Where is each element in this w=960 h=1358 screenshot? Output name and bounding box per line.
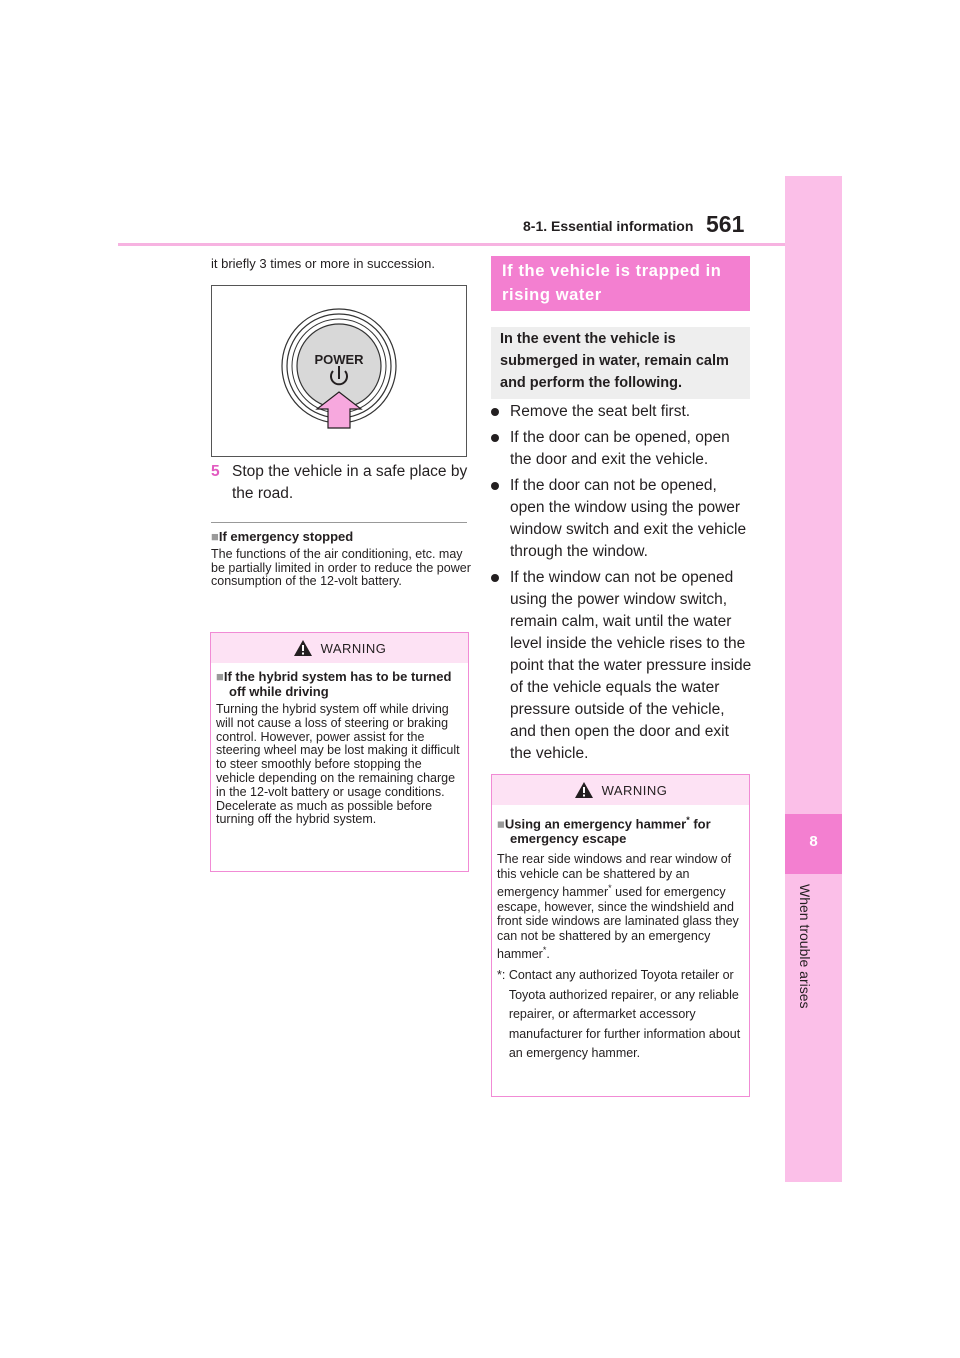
lead-text: it briefly 3 times or more in succession.: [211, 256, 435, 271]
instruction-list: [491, 399, 753, 765]
list-item: Remove the seat belt first.: [491, 401, 753, 423]
warning-header: [492, 775, 749, 805]
note-heading: ■If emergency stopped: [211, 529, 354, 544]
list-item: If the window can not be opened using the power window switch, remain calm, wait until the water level inside the vehicle rises to the point that the water pressure inside of the vehicle equals the water pressure outside of the vehicle, and then open the door and exit the vehicle.: [491, 567, 753, 765]
section-divider: [211, 522, 467, 523]
square-bullet-icon: ■: [497, 816, 505, 832]
warning-triangle-icon: [574, 781, 594, 799]
warning-subheading: ■If the hybrid system has to be turned off while driving: [216, 669, 452, 699]
power-button-figure: [211, 285, 467, 457]
warning-label: WARNING: [601, 782, 668, 798]
intro-box: In the event the vehicle is submerged in water, remain calm and perform the following.: [491, 327, 750, 399]
power-button-illustration: [212, 286, 466, 456]
step-text: Stop the vehicle in a safe place by the road.: [232, 463, 468, 502]
page-number: 561: [706, 211, 745, 237]
square-bullet-icon: ■: [216, 669, 224, 684]
warning-box-hammer: [491, 774, 750, 1097]
chapter-side-tab: [785, 176, 842, 1182]
power-label: POWER: [314, 352, 364, 367]
note-body: The functions of the air conditioning, etc. may be partially limited in order to reduce the power consumption of the 12-volt battery.: [211, 547, 471, 588]
chapter-title: When trouble arises: [797, 884, 813, 1009]
warning-body: Turning the hybrid system off while driving will not cause a loss of steering or braking control. However, power assist for the steering wheel may be lost making it difficult to steer smoothly before stopping the vehicle depending on the remaining charge in the 12-volt battery or usage conditions. Decelerate as much as possible before turning off the hybrid system.: [216, 702, 460, 827]
section-banner: If the vehicle is trapped in rising water: [491, 256, 750, 311]
bullet-icon: [491, 574, 499, 582]
header-rule: [118, 243, 785, 246]
chapter-number: 8: [809, 833, 818, 850]
warning-footnote: *: Contact any authorized Toyota retailer or Toyota authorized repairer, or any reliable repairer, or aftermarket accessory manufacturer for further information about an emergency hammer.: [497, 968, 741, 1061]
bullet-icon: [491, 482, 499, 490]
warning-triangle-icon: [293, 639, 313, 657]
list-item: If the door can be opened, open the door and exit the vehicle.: [491, 427, 753, 471]
warning-label: WARNING: [320, 640, 387, 656]
list-item: If the door can not be opened, open the window using the power window switch and exit the vehicle through the window.: [491, 475, 753, 563]
section-title: 8-1. Essential information: [523, 218, 694, 234]
warning-body: The rear side windows and rear window of this vehicle can be shattered by an emergency hammer* used for emergency escape, however, since the windshield and front side windows are laminated glass they can not be shattered by an emergency hammer*.: [497, 852, 739, 962]
bullet-icon: [491, 408, 499, 416]
warning-subheading: ■Using an emergency hammer* for emergency escape: [497, 815, 711, 847]
step-5: [211, 461, 471, 505]
warning-header: [211, 633, 468, 663]
square-bullet-icon: ■: [211, 529, 219, 544]
bullet-icon: [491, 434, 499, 442]
warning-box-hybrid: [210, 632, 469, 872]
step-number: 5: [211, 463, 220, 480]
